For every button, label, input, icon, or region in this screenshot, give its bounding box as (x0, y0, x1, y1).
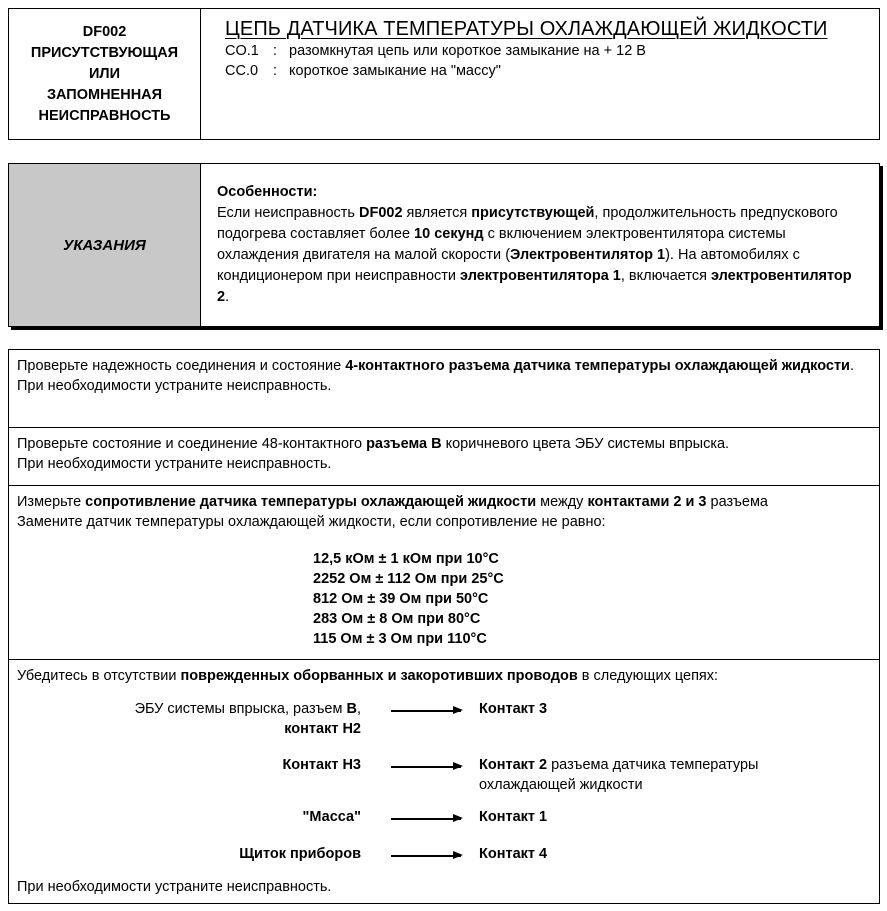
notes-label: УКАЗАНИЯ (9, 164, 201, 326)
arrow-right-icon (391, 766, 461, 768)
check-replace: Замените датчик температуры охлаждающей жидкости, если сопротивление не равно: (17, 513, 606, 530)
check-text: Убедитесь в отсутствии поврежденных оборванных и закоротивших проводов в следующих цепях: (17, 668, 719, 684)
checks-panel (8, 349, 880, 904)
check-wiring (9, 660, 879, 905)
wire-destination: Контакт 3 (479, 701, 548, 717)
code-label: CC.0 (225, 63, 259, 79)
wire-destination: Контакт 1 (479, 809, 548, 825)
status-line: НЕИСПРАВНОСТЬ (38, 108, 171, 124)
wire-source: "Масса" (302, 809, 361, 825)
code-desc: короткое замыкание на "массу" (289, 63, 501, 79)
check-connector-b (9, 428, 879, 486)
resistance-value: 283 Ом ± 8 Ом при 80°C (313, 611, 481, 627)
check-fix: При необходимости устраните неисправность. (17, 377, 332, 394)
wire-source: ЭБУ системы впрыска, разъем B, контакт H2 (134, 701, 361, 737)
resistance-values (313, 549, 504, 649)
resistance-value: 812 Ом ± 39 Ом при 50°C (313, 591, 489, 607)
code-label: CO.1 (225, 43, 259, 59)
wire-source: Контакт H3 (282, 757, 361, 773)
code-row (225, 41, 873, 61)
code-desc: разомкнутая цепь или короткое замыкание на + 12 В (289, 43, 646, 59)
notes-body (217, 182, 865, 308)
check-fix: При необходимости устраните неисправность. (17, 879, 332, 895)
wire-destination: Контакт 4 (479, 846, 548, 862)
arrow-right-icon (391, 855, 461, 857)
code-row (225, 61, 873, 81)
check-connector-4pin (9, 350, 879, 428)
code-separator: : (273, 43, 278, 59)
check-text: Проверьте состояние и соединение 48-контактного разъема В коричневого цвета ЭБУ системы впрыска. (17, 436, 730, 452)
check-fix: При необходимости устраните неисправность. (17, 455, 332, 472)
fault-description (225, 17, 873, 81)
notes-text: Если неисправность DF002 является присутствующей, продолжительность предпускового подогрева составляет более 10 секунд с включением электровентилятора системы охлаждения двигателя на малой скорости (Электровентилятор 1). На автомобилях с кондиционером при неисправности электровентилятора 1, включается электровентилятор 2. (217, 205, 852, 305)
page-title: ЦЕПЬ ДАТЧИКА ТЕМПЕРАТУРЫ ОХЛАЖДАЮЩЕЙ ЖИДКОСТИ (225, 18, 828, 40)
check-text: Измерьте сопротивление датчика температуры охлаждающей жидкости между контактами 2 и 3 разъема (17, 494, 768, 510)
fault-header (8, 8, 880, 140)
status-line: ПРИСУТСТВУЮЩАЯ (30, 45, 179, 61)
arrow-right-icon (391, 818, 461, 820)
status-line: ИЛИ (88, 66, 121, 82)
resistance-value: 115 Ом ± 3 Ом при 110°C (313, 631, 487, 647)
arrow-right-icon (391, 710, 461, 712)
check-resistance (9, 486, 879, 660)
status-line: ЗАПОМНЕННАЯ (46, 87, 163, 103)
wire-source: Щиток приборов (239, 846, 361, 862)
wire-destination: Контакт 2 разъема датчика температуры охлаждающей жидкости (479, 757, 759, 793)
notes-heading: Особенности: (217, 184, 318, 200)
resistance-value: 12,5 кОм ± 1 кОм при 10°C (313, 551, 499, 567)
fault-code: DF002 (82, 24, 127, 40)
notes-panel (8, 163, 880, 327)
check-text: Проверьте надежность соединения и состояние 4-контактного разъема датчика температуры охлаждающей жидкости. (17, 358, 854, 374)
resistance-value: 2252 Ом ± 112 Ом при 25°C (313, 571, 504, 587)
fault-status-cell (9, 9, 201, 139)
code-separator: : (273, 63, 278, 79)
